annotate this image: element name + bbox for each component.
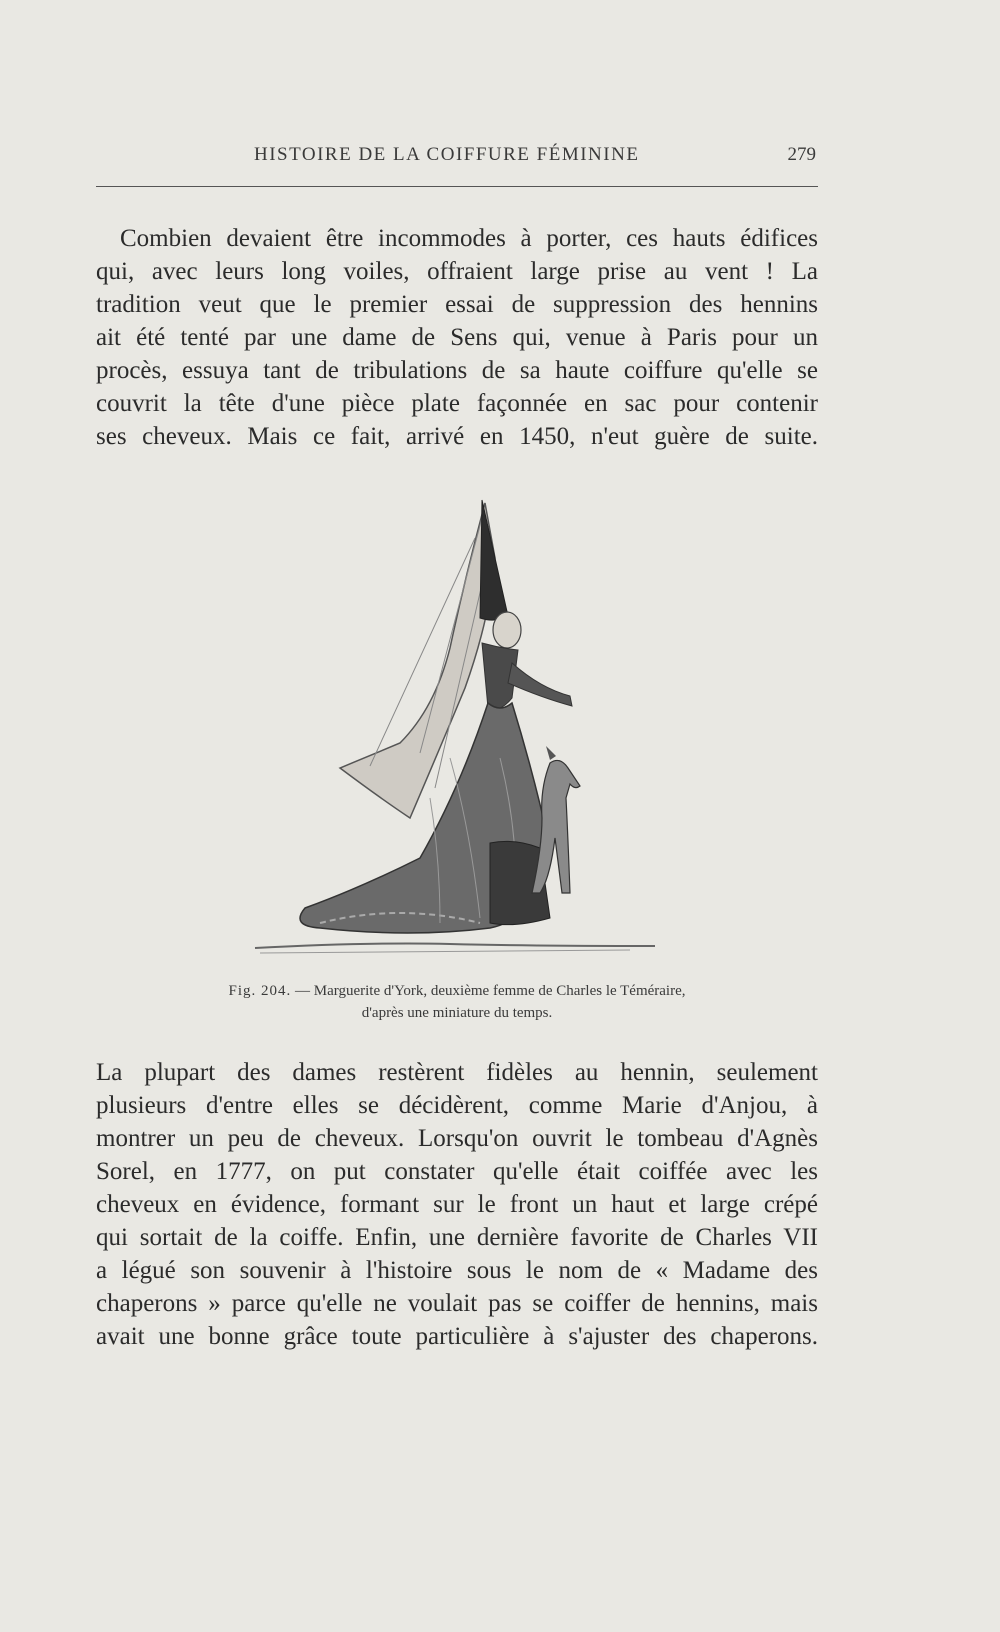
page-header bbox=[96, 140, 818, 170]
text-line: qui, avec leurs long voiles, offraient large prise au vent ! La bbox=[96, 258, 818, 285]
caption-line-1 bbox=[96, 980, 818, 1002]
text-line: Sorel, en 1777, on put constater qu'elle était coiffée avec les bbox=[96, 1158, 818, 1185]
text-line: montrer un peu de cheveux. Lorsqu'on ouvrit le tombeau d'Agnès bbox=[96, 1125, 818, 1152]
lady-with-hennin-and-dog-engraving bbox=[250, 498, 660, 958]
figure-illustration bbox=[250, 498, 660, 958]
caption-line-2: d'après une miniature du temps. bbox=[361, 1005, 553, 1021]
figure-caption bbox=[96, 980, 818, 1024]
page-number: 279 bbox=[787, 144, 816, 165]
text-line: La plupart des dames restèrent fidèles au hennin, seulement bbox=[96, 1059, 818, 1086]
text-line: qui sortait de la coiffe. Enfin, une dernière favorite de Charles VII bbox=[96, 1224, 818, 1251]
running-title: HISTOIRE DE LA COIFFURE FÉMININE bbox=[254, 144, 640, 165]
text-line: plusieurs d'entre elles se décidèrent, comme Marie d'Anjou, à bbox=[96, 1092, 818, 1119]
text-line: ses cheveux. Mais ce fait, arrivé en 1450, n'eut guère de suite. bbox=[96, 423, 818, 450]
header-rule bbox=[96, 186, 818, 187]
text-line: Combien devaient être incommodes à porter, ces hauts édifices bbox=[120, 225, 818, 252]
text-line: chaperons » parce qu'elle ne voulait pas se coiffer de hennins, mais bbox=[96, 1290, 818, 1317]
text-line: couvrit la tête d'une pièce plate façonnée en sac pour contenir bbox=[96, 390, 818, 417]
figure-label: Fig. 204. bbox=[228, 983, 292, 999]
text-line: a légué son souvenir à l'histoire sous le nom de « Madame des bbox=[96, 1257, 818, 1284]
text-line: ait été tenté par une dame de Sens qui, venue à Paris pour un bbox=[96, 324, 818, 351]
paragraph-2 bbox=[96, 1056, 818, 1353]
paragraph-1 bbox=[96, 222, 818, 453]
text-line: cheveux en évidence, formant sur le front un haut et large crépé bbox=[96, 1191, 818, 1218]
caption-text: — Marguerite d'York, deuxième femme de Charles le Téméraire, bbox=[295, 983, 686, 999]
text-line: procès, essuya tant de tribulations de sa haute coiffure qu'elle se bbox=[96, 357, 818, 384]
text-line: avait une bonne grâce toute particulière à s'ajuster des chaperons. bbox=[96, 1323, 818, 1350]
text-line: tradition veut que le premier essai de suppression des hennins bbox=[96, 291, 818, 318]
